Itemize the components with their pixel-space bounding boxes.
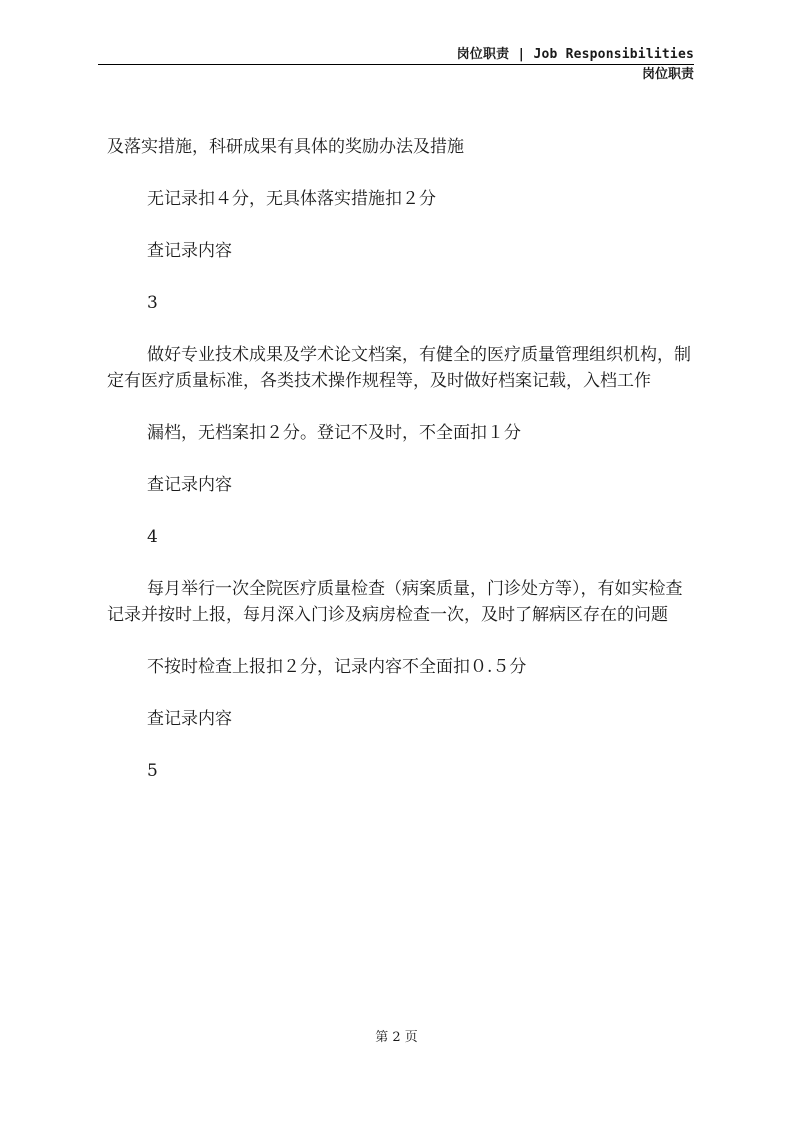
header-subtitle: 岗位职责: [641, 67, 694, 82]
paragraph: 查记录内容: [147, 241, 232, 261]
document-body: [107, 134, 697, 810]
paragraph: 不按时检查上报扣２分，记录内容不全面扣０.５分: [147, 657, 527, 677]
paragraph: 做好专业技术成果及学术论文档案，有健全的医疗质量管理组织机构，制定有医疗质量标准，各类技术操作规程等，及时做好档案记载，入档工作: [107, 345, 691, 391]
paragraph: 查记录内容: [147, 475, 232, 495]
paragraph: 无记录扣４分，无具体落实措施扣２分: [147, 189, 436, 209]
paragraph: 5: [147, 761, 158, 781]
header-divider: [98, 64, 694, 65]
paragraph: 查记录内容: [147, 709, 232, 729]
paragraph: 4: [147, 527, 158, 547]
paragraph: 漏档，无档案扣２分。登记不及时，不全面扣１分: [147, 423, 521, 443]
page-number: 第 2 页: [375, 1030, 418, 1045]
paragraph: 每月举行一次全院医疗质量检查（病案质量，门诊处方等），有如实检查记录并按时上报，每月深入门诊及病房检查一次，及时了解病区存在的问题: [107, 579, 683, 625]
page-header: [98, 46, 694, 84]
paragraph: 3: [147, 293, 158, 313]
paragraph: 及落实措施，科研成果有具体的奖励办法及措施: [107, 137, 464, 157]
header-title: 岗位职责 | Job Responsibilities: [456, 47, 694, 62]
